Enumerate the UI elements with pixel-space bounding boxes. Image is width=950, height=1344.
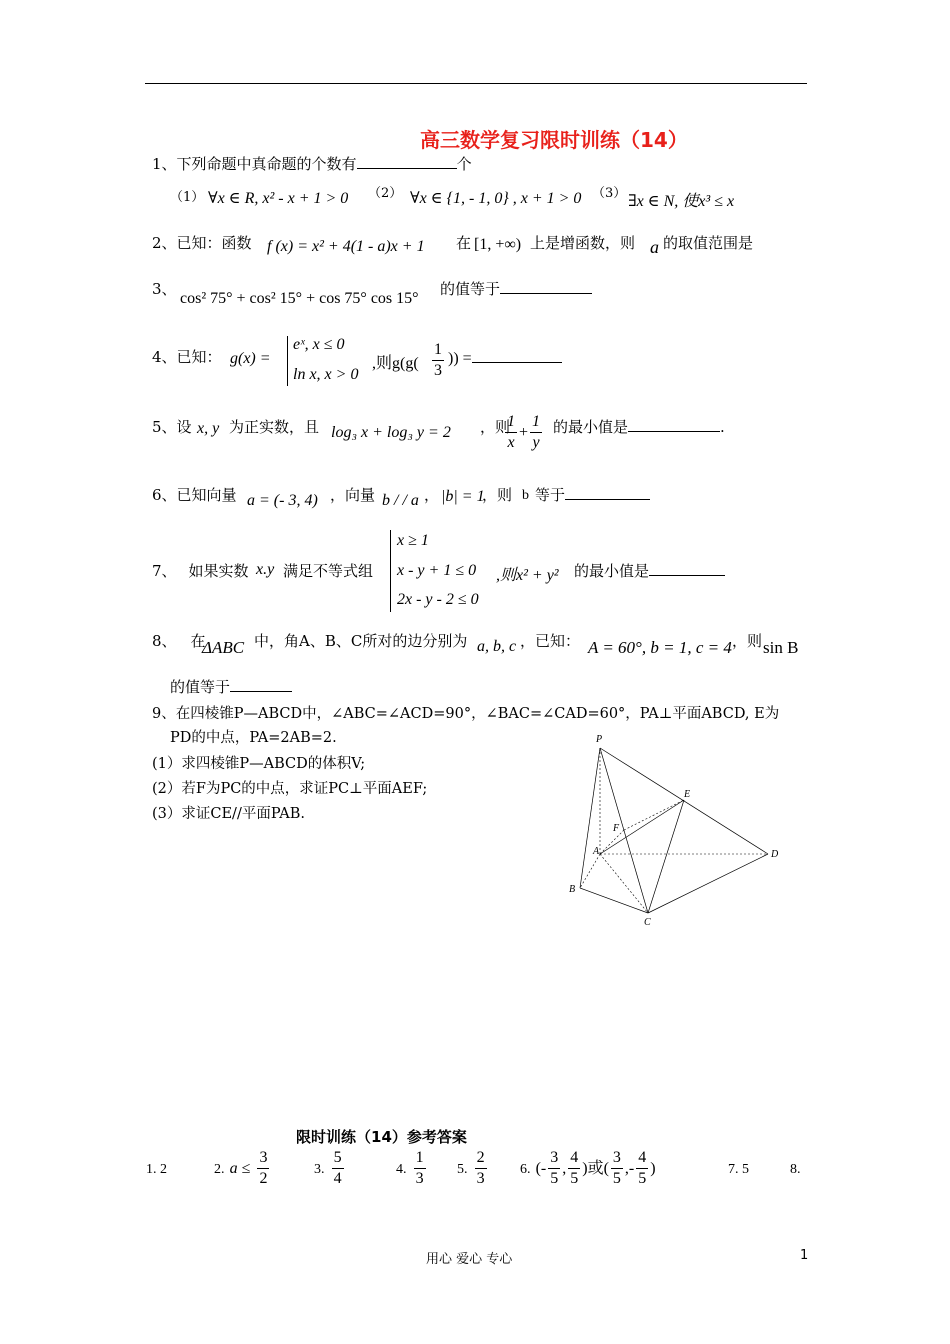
q2-text-in: 在 <box>456 234 472 252</box>
question-2 <box>152 232 252 253</box>
q6-b: b <box>522 488 529 503</box>
question-3 <box>440 278 592 299</box>
fraction-numerator: 1 <box>530 412 542 433</box>
q2-function: f (x) = x² + 4(1 - a)x + 1 <box>267 238 425 255</box>
question-number: 6、 <box>152 486 177 504</box>
question-3-number: 3、 <box>152 280 177 298</box>
q5-expression <box>503 412 544 453</box>
q5-text-positive: 为正实数，且 <box>229 418 320 436</box>
page-number: 1 <box>800 1248 809 1263</box>
fraction-numerator: 2 <box>475 1148 487 1169</box>
q9-sub-1: (1）求四棱锥P—ABCD的体积V; <box>152 756 366 772</box>
answer-text: ) <box>650 1160 656 1177</box>
fraction-denominator: y <box>532 434 540 451</box>
question-text: 的值等于 <box>440 280 501 298</box>
answer-label: 6. <box>520 1162 531 1177</box>
q1-prop1: ∀x ∈ R, x² - x + 1 > 0 <box>208 190 349 207</box>
q2-variable: a <box>650 237 659 257</box>
answer-label: 5. <box>457 1162 468 1177</box>
plus-sign: + <box>519 424 529 441</box>
q7-constraint-2: x - y + 1 ≤ 0 <box>397 562 477 579</box>
fraction-numerator: 1 <box>414 1148 426 1169</box>
label-D: D <box>771 849 779 860</box>
label-C: C <box>644 917 651 928</box>
question-text: 已知： <box>176 348 222 366</box>
q8-text-sides: 中，角A、B、C所对的边分别为 <box>254 632 468 650</box>
answer-blank <box>649 575 725 576</box>
fraction-denominator: 3 <box>476 1170 485 1187</box>
answer-text: (- <box>535 1160 547 1177</box>
q9-sub-2: (2）若F为PC的中点，求证PC⊥平面AEF; <box>152 781 428 797</box>
q8-given: A = 60°, b = 1, c = 4 <box>588 638 732 657</box>
q3-expression: cos² 75° + cos² 15° + cos 75° cos 15° <box>180 290 419 307</box>
q7-then: ,则x² + y² <box>496 567 559 584</box>
q5-tail <box>553 416 725 437</box>
q8-line-2 <box>170 676 292 697</box>
q4-tail-text: )) = <box>448 350 472 367</box>
q4-case-2: ln x, x > 0 <box>293 366 359 383</box>
fraction-numerator: 1 <box>432 340 444 361</box>
q1-prop2-label: （2） <box>368 186 403 201</box>
q8-sides: a, b, c <box>477 638 517 655</box>
question-text: 在 <box>190 632 206 650</box>
q5-text-then: ，则 <box>480 418 511 436</box>
q7-constraint-1: x ≥ 1 <box>397 532 429 549</box>
answer-text: , <box>562 1160 567 1177</box>
q9-line-2: PD的中点，PA=2AB=2. <box>170 730 337 746</box>
fraction-numerator: 3 <box>611 1148 623 1169</box>
label-P: P <box>596 734 603 745</box>
header-rule <box>145 83 807 84</box>
fraction-denominator: 5 <box>570 1170 579 1187</box>
question-8 <box>152 630 206 651</box>
question-6 <box>152 484 237 505</box>
answer-blank <box>472 362 562 363</box>
answer-label: 4. <box>396 1162 407 1177</box>
answer-6 <box>520 1148 656 1189</box>
fraction-numerator: 1 <box>505 412 517 433</box>
q7-constraint-3: 2x - y - 2 ≤ 0 <box>397 591 479 608</box>
answer-expression: a ≤ <box>229 1160 251 1177</box>
question-text: 等于 <box>535 486 566 504</box>
answer-text: ,- <box>624 1160 635 1177</box>
label-E: E <box>684 789 691 800</box>
q2-text-increasing: 上是增函数，则 <box>530 234 636 252</box>
question-text: 的最小值是 <box>553 418 629 436</box>
q8-sinB: sin B <box>763 638 799 657</box>
q7-vars: x.y <box>256 561 275 578</box>
q8-text-then: ，则 <box>732 632 763 650</box>
question-text: 已知：函数 <box>176 234 252 252</box>
fraction-denominator: 5 <box>550 1170 559 1187</box>
answers-title: 限时训练（14）参考答案 <box>296 1128 467 1146</box>
footer-text: 用心 爱心 专心 <box>426 1252 513 1267</box>
question-text: 的值等于 <box>170 678 231 696</box>
q6-separator: ， <box>424 486 440 504</box>
question-number: 9、 <box>152 706 176 722</box>
fraction-denominator: 4 <box>333 1170 342 1187</box>
label-B: B <box>569 884 576 895</box>
label-A: A <box>593 846 600 857</box>
q7-tail <box>574 560 725 581</box>
answer-4 <box>396 1148 428 1189</box>
answer-text: )或( <box>582 1160 609 1177</box>
question-9 <box>152 702 779 723</box>
q6-tail <box>535 484 650 505</box>
question-text: 设 <box>176 418 192 436</box>
question-number: 4、 <box>152 348 177 366</box>
q6-parallel: b / / a <box>382 492 419 509</box>
question-number: 5、 <box>152 418 177 436</box>
question-number: 1、 <box>152 155 177 173</box>
label-F: F <box>613 823 620 834</box>
q2-interval: [1, +∞) <box>474 236 522 253</box>
answer-blank <box>628 431 720 432</box>
q4-tail <box>448 350 562 368</box>
fraction-numerator: 4 <box>636 1148 648 1169</box>
answer-8: 8. <box>790 1162 801 1177</box>
question-text: 如果实数 <box>188 562 249 580</box>
fraction-denominator: x <box>507 434 515 451</box>
answer-blank <box>565 499 650 500</box>
q1-prop3: ∃x ∈ N, 使x³ ≤ x <box>628 193 735 210</box>
q4-lhs: g(x) = <box>230 350 271 367</box>
page-title: 高三数学复习限时训练（14） <box>420 128 688 152</box>
question-text: 在四棱锥P—ABCD中，∠ABC=∠ACD=90°，∠BAC=∠CAD=60°，PA⊥平面ABCD, E为 <box>175 706 780 722</box>
question-5 <box>152 416 192 437</box>
q5-vars: x, y <box>197 420 220 437</box>
answer-label: 2. <box>214 1162 225 1177</box>
fraction-numerator: 3 <box>548 1148 560 1169</box>
fraction-denominator: 3 <box>415 1170 424 1187</box>
answer-blank <box>357 168 457 169</box>
fraction-numerator: 3 <box>257 1148 269 1169</box>
question-number: 2、 <box>152 234 177 252</box>
question-4 <box>152 346 222 367</box>
question-1 <box>152 153 472 174</box>
fraction-denominator: 5 <box>638 1170 647 1187</box>
q4-fraction <box>430 340 446 381</box>
q4-brace <box>287 336 288 386</box>
q6-text-vector: ，向量 <box>330 486 376 504</box>
q2-text-range: 的取值范围是 <box>663 234 754 252</box>
pyramid-figure <box>560 728 790 933</box>
question-unit: 个 <box>456 155 472 173</box>
q8-triangle: ΔABC <box>202 638 245 657</box>
answer-blank <box>230 691 292 692</box>
q7-brace <box>390 530 391 612</box>
answer-3 <box>314 1148 346 1189</box>
period: . <box>720 418 725 436</box>
fraction-numerator: 4 <box>568 1148 580 1169</box>
fraction-denominator: 2 <box>259 1170 268 1187</box>
question-7 <box>152 560 249 581</box>
question-text: 下列命题中真命题的个数有 <box>176 155 357 173</box>
fraction-denominator: 3 <box>434 362 442 379</box>
q8-text-given: ，已知： <box>520 632 581 650</box>
answer-7: 7. 5 <box>728 1162 749 1177</box>
question-text: 已知向量 <box>176 486 237 504</box>
question-text: 的最小值是 <box>574 562 650 580</box>
question-number: 8、 <box>152 632 177 650</box>
answer-5 <box>457 1148 489 1189</box>
q1-prop1-label: （1） <box>170 190 205 205</box>
q6-norm: |b| = 1 <box>441 488 485 505</box>
fraction-numerator: 5 <box>332 1148 344 1169</box>
q4-then: ,则g(g( <box>372 355 419 372</box>
answer-label: 3. <box>314 1162 325 1177</box>
q9-sub-3: (3）求证CE//平面PAB. <box>152 806 305 822</box>
q5-condition: log₃ x + log₃ y = 2 <box>331 424 451 441</box>
q7-text-satisfy: 满足不等式组 <box>283 562 374 580</box>
q1-prop3-label: （3） <box>592 186 627 201</box>
q1-prop2: ∀x ∈ {1, - 1, 0} , x + 1 > 0 <box>410 190 582 207</box>
answer-1: 1. 2 <box>146 1162 167 1177</box>
answer-blank <box>500 293 592 294</box>
question-number: 7、 <box>152 562 177 580</box>
q4-case-1: eˣ, x ≤ 0 <box>293 336 345 353</box>
q6-text-then: ，则 <box>482 486 513 504</box>
q6-vector-a: a = (- 3, 4) <box>247 492 318 509</box>
answer-2 <box>214 1148 271 1189</box>
fraction-denominator: 5 <box>612 1170 621 1187</box>
